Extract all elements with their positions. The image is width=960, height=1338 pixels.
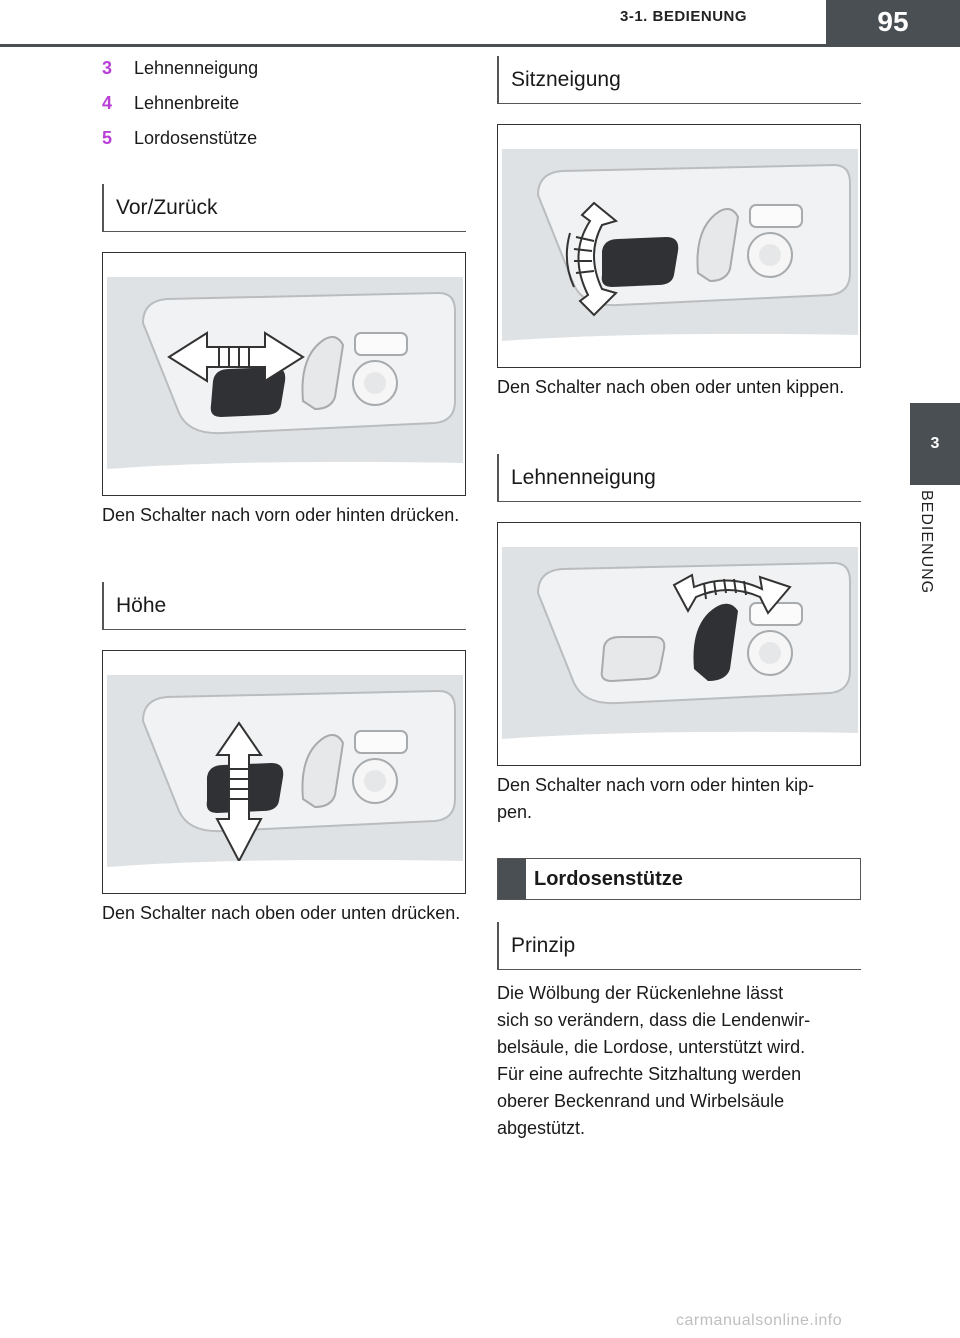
list-item <box>102 128 258 163</box>
principle-paragraph <box>497 980 867 1142</box>
heading-lordosenstuetze <box>497 858 861 900</box>
list-number: 5 <box>102 128 113 148</box>
heading-lehnenneigung <box>497 454 861 502</box>
paragraph-line: abgestützt. <box>497 1118 586 1138</box>
instruction-forward-back: Den Schalter nach vorn oder hinten drücken. <box>102 505 460 525</box>
paragraph-line: Die Wölbung der Rückenlehne lässt <box>497 983 784 1003</box>
heading-text: Sitzneigung <box>511 67 621 91</box>
heading-sitzneigung <box>497 56 861 104</box>
page-number: 95 <box>826 0 960 44</box>
list-label: Lordosenstütze <box>134 128 258 148</box>
side-tab-label: BEDIENUNG <box>918 490 935 595</box>
list-item <box>102 58 258 93</box>
heading-vor-zurueck <box>102 184 466 232</box>
list-item <box>102 93 258 128</box>
seat-switch-backrest-illustration <box>498 523 860 765</box>
figure-seat-switch-tilt <box>497 124 861 368</box>
heading-text: Vor/Zurück <box>116 195 218 219</box>
heading-accent-bar <box>498 859 526 899</box>
instruction-backrest-line-1: Den Schalter nach vorn oder hinten kip- <box>497 775 815 795</box>
heading-text: Lordosenstütze <box>534 867 683 890</box>
instruction-height: Den Schalter nach oben oder unten drücken. <box>102 903 461 923</box>
list-number: 4 <box>102 93 113 113</box>
instruction-tilt: Den Schalter nach oben oder unten kippen. <box>497 377 845 397</box>
figure-seat-switch-backrest <box>497 522 861 766</box>
watermark: carmanualsonline.info <box>676 1312 843 1329</box>
list-number: 3 <box>102 58 113 78</box>
paragraph-line: oberer Beckenrand und Wirbelsäule <box>497 1091 785 1111</box>
figure-seat-switch-forward-back <box>102 252 466 496</box>
instruction-backrest <box>497 772 867 826</box>
instruction-backrest-line-2: pen. <box>497 802 533 822</box>
header-rule <box>0 44 960 47</box>
paragraph-line: Für eine aufrechte Sitzhaltung werden <box>497 1064 802 1084</box>
side-tab-number: 3 <box>910 403 960 485</box>
seat-switch-height-illustration <box>103 651 465 893</box>
heading-text: Prinzip <box>511 933 576 957</box>
figure-seat-switch-height <box>102 650 466 894</box>
list-label: Lehnenneigung <box>134 58 259 78</box>
list-label: Lehnenbreite <box>134 93 240 113</box>
seat-switch-forward-back-illustration <box>103 253 465 495</box>
paragraph-line: belsäule, die Lordose, unterstützt wird. <box>497 1037 806 1057</box>
heading-prinzip <box>497 922 861 970</box>
heading-text: Höhe <box>116 593 167 617</box>
paragraph-line: sich so verändern, dass die Lendenwir- <box>497 1010 811 1030</box>
numbered-list <box>102 58 258 163</box>
heading-text: Lehnenneigung <box>511 465 656 489</box>
section-title: 3-1. BEDIENUNG <box>620 8 748 25</box>
seat-switch-tilt-illustration <box>498 125 860 367</box>
heading-hoehe <box>102 582 466 630</box>
